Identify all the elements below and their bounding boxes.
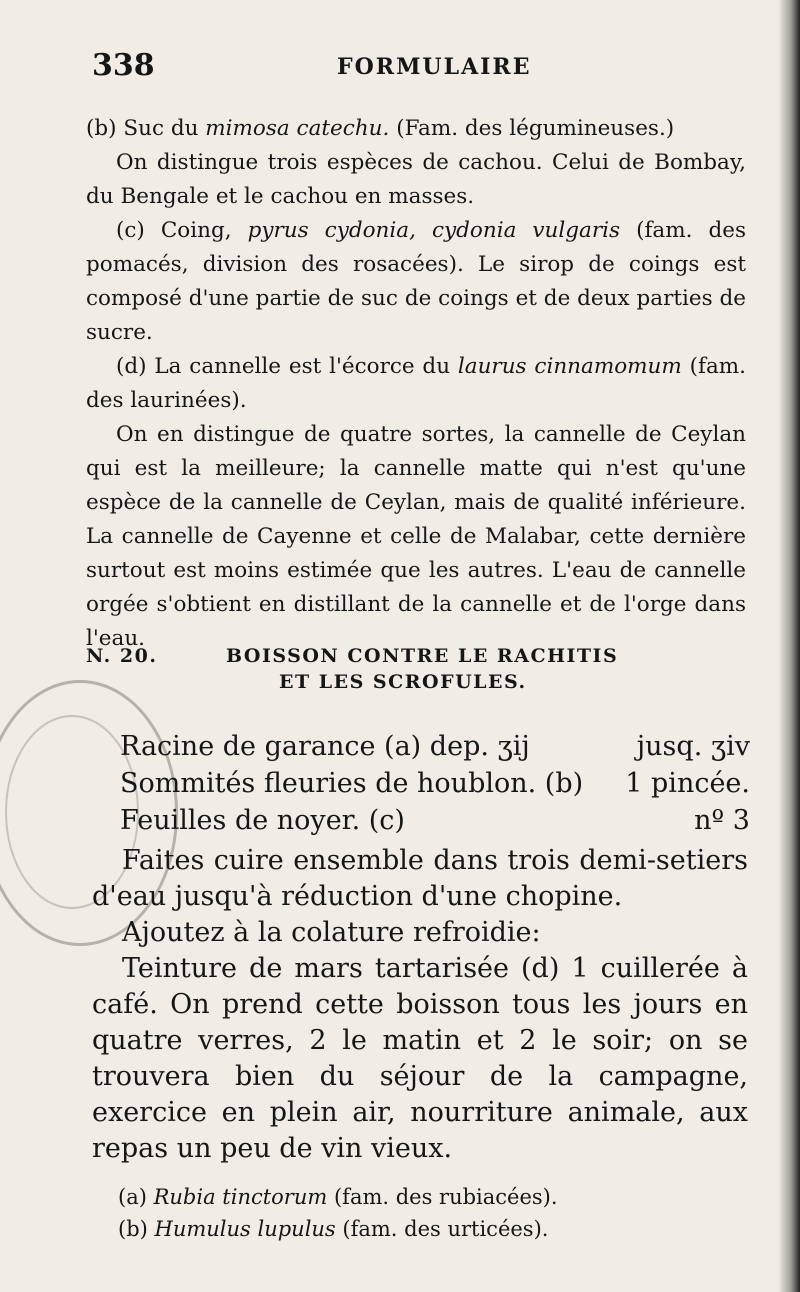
instruction-paragraph: Faites cuire ensemble dans trois demi-setiers d'eau jusqu'à réduction d'une chopine. (92, 845, 748, 912)
ingredient-row (120, 765, 750, 802)
note-c: (c) Coing, pyrus cydonia, cydonia vulgaris (fam. des pomacés, division des rosacées). Le sirop de coings est composé d'une partie de suc de coings et de deux parties de sucre. (86, 218, 747, 345)
ingredient-qty: jusq. ʒiv (636, 731, 750, 762)
page-number: 338 (92, 48, 155, 83)
top-notes (86, 112, 746, 656)
running-title: FORMULAIRE (337, 54, 532, 80)
footnotes (118, 1181, 718, 1245)
ingredient-name: Racine de garance (a) dep. ʒij (120, 731, 530, 762)
ingredient-list (120, 728, 750, 839)
footnote-b: (b) Humulus lupulus (fam. des urticées). (118, 1217, 549, 1241)
latin-name: mimosa catechu. (205, 116, 390, 141)
ingredient-name: Feuilles de noyer. (c) (120, 805, 405, 836)
ingredient-row (120, 728, 750, 765)
formula-title-line1: BOISSON CONTRE LE RACHITIS (226, 645, 619, 667)
formula-number: N. 20. (86, 645, 158, 667)
note-b-text: On distingue trois espèces de cachou. Celui de Bombay, du Bengale et le cachou en masses. (86, 150, 746, 209)
instruction-paragraph: Teinture de mars tartarisée (d) 1 cuillerée à café. On prend cette boisson tous les jours en quatre verres, 2 le matin et 2 le soir; on se trouvera bien du séjour de la campagne, exercice en plein air, nourriture animale, aux repas un peu de vin vieux. (92, 953, 748, 1164)
latin-name: Humulus lupulus (154, 1217, 336, 1241)
instruction-paragraph: Ajoutez à la colature refroidie: (122, 917, 541, 948)
ingredient-row (120, 802, 750, 839)
latin-name: Rubia tinctorum (153, 1185, 328, 1209)
ingredient-qty: 1 pincée. (625, 768, 750, 799)
ingredient-qty: nº 3 (694, 805, 750, 836)
ingredient-name: Sommités fleuries de houblon. (b) (120, 768, 584, 799)
note-d-text: On en distingue de quatre sortes, la cannelle de Ceylan qui est la meilleure; la cannelle matte qui n'est qu'une espèce de la cannelle de Ceylan, mais de qualité inférieure. La cannelle de Cayenne et celle de Malabar, cette dernière surtout est moins estimée que les autres. L'eau de cannelle orgée s'obtient en distillant de la cannelle et de l'orge dans l'eau. (86, 422, 746, 651)
formula-instructions (92, 843, 748, 1167)
latin-name: laurus cinnamomum (457, 354, 682, 379)
footnote-a: (a) Rubia tinctorum (fam. des rubiacées). (118, 1185, 558, 1209)
running-header (92, 48, 752, 88)
page-edge-shadow (778, 0, 800, 1292)
latin-name: pyrus cydonia, cydonia vulgaris (247, 218, 621, 243)
formula-title-line2: ET LES SCROFULES. (279, 671, 527, 693)
note-d: (d) La cannelle est l'écorce du laurus cinnamomum (fam. des laurinées). (86, 354, 746, 413)
note-b: (b) Suc du mimosa catechu. (Fam. des légumineuses.) (86, 116, 675, 141)
